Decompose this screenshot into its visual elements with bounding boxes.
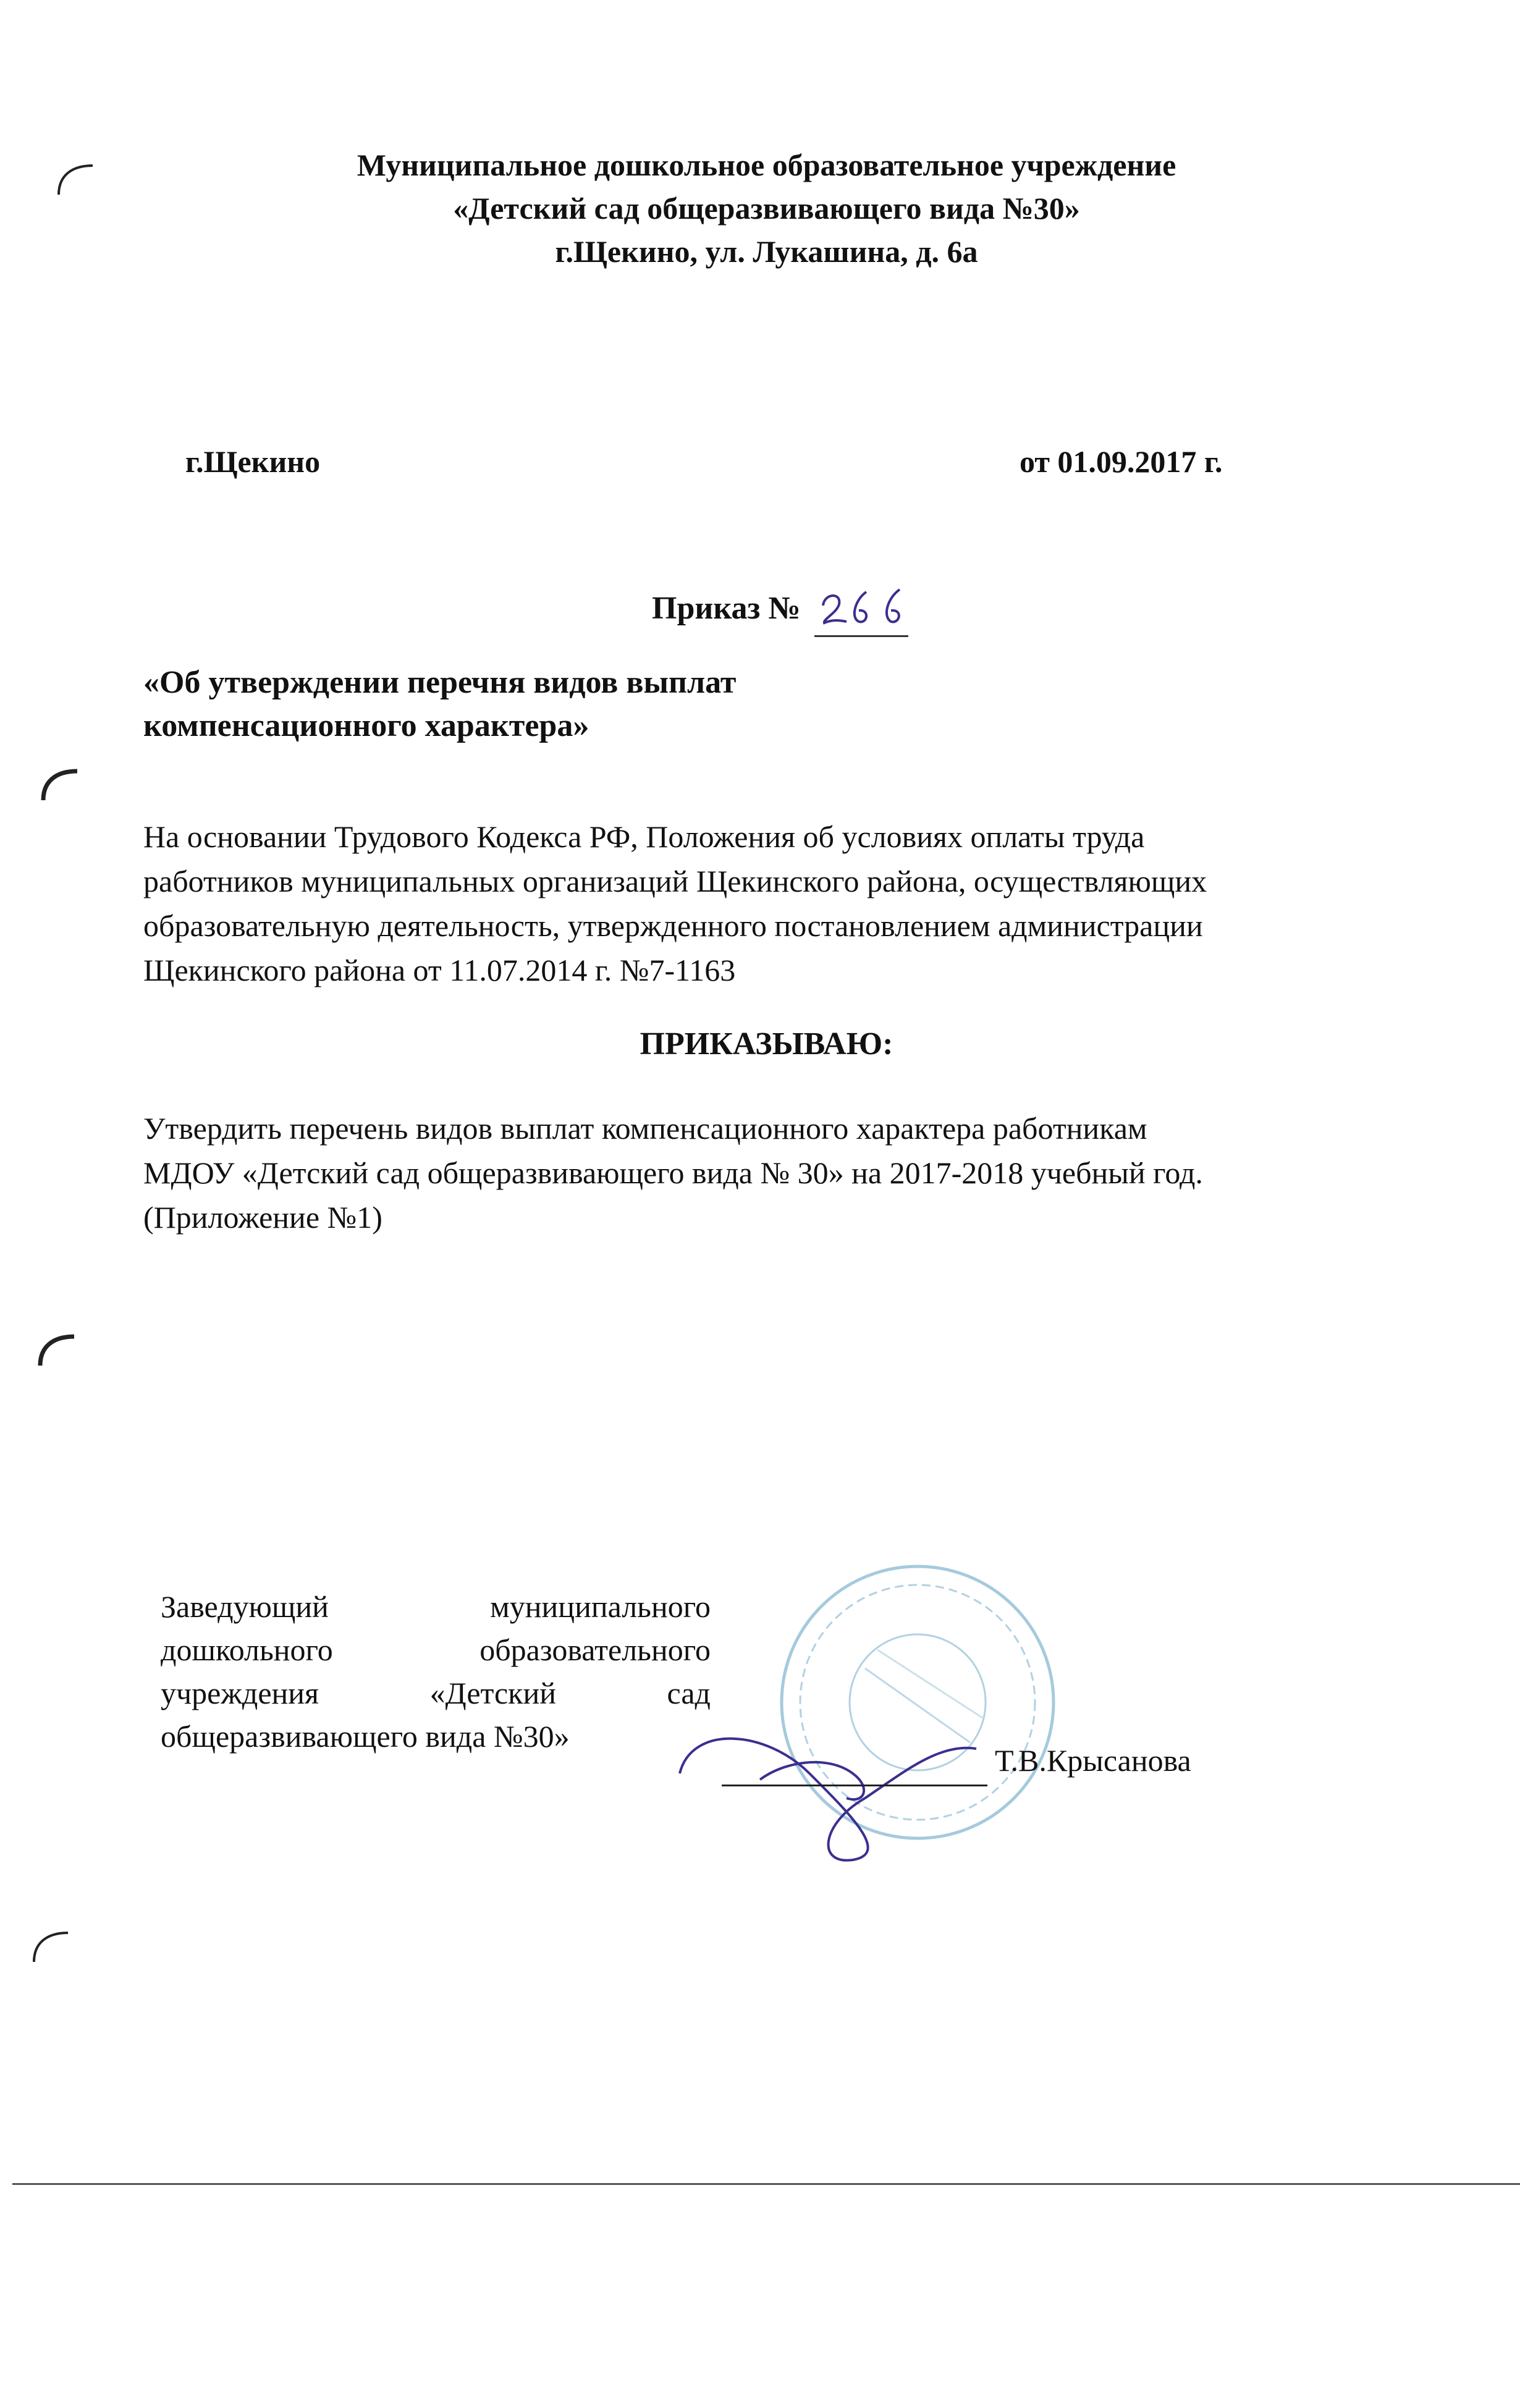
position-line-1: Заведующий муниципального: [161, 1589, 711, 1624]
punch-hole-mark: [28, 1928, 71, 1965]
resolution-line-3: (Приложение №1): [143, 1200, 382, 1235]
punch-hole-icon: [34, 1332, 77, 1369]
place: г.Щекино: [185, 444, 321, 479]
document-date: от 01.09.2017 г.: [1020, 444, 1223, 479]
order-number-handwritten: [818, 581, 911, 633]
punch-hole-icon: [53, 161, 96, 198]
position-line-3: учреждения «Детский сад: [161, 1676, 711, 1710]
order-subject: [143, 661, 736, 748]
order-label: Приказ №: [652, 591, 801, 626]
signer-position: [161, 1585, 711, 1758]
scan-edge-line: [12, 2183, 1520, 2185]
punch-hole-icon: [37, 766, 80, 803]
resolution-line-1: Утвердить перечень видов выплат компенсационного характера работникам: [143, 1111, 1147, 1146]
resolution-paragraph: [143, 1106, 1410, 1240]
resolution-line-2: МДОУ «Детский сад общеразвивающего вида № 30» на 2017-2018 учебный год.: [143, 1155, 1203, 1190]
signature-line: [722, 1785, 987, 1786]
header-line-1: Муниципальное дошкольное образовательное учреждение: [357, 148, 1176, 182]
basis-paragraph: [143, 814, 1392, 992]
basis-line-2: работников муниципальных организаций Щекинского района, осуществляющих: [143, 864, 1207, 898]
punch-hole-mark: [34, 1332, 77, 1369]
basis-line-1: На основании Трудового Кодекса РФ, Положения об условиях оплаты труда: [143, 819, 1145, 854]
subject-line-1: «Об утверждении перечня видов выплат: [143, 665, 737, 700]
position-line-4: общеразвивающего вида №30»: [161, 1719, 570, 1754]
basis-line-3: образовательную деятельность, утвержденного постановлением администрации: [143, 908, 1203, 943]
handwritten-number-icon: [818, 581, 911, 630]
punch-hole-mark: [53, 161, 96, 198]
order-number-underline: [814, 635, 908, 637]
decree-heading: ПРИКАЗЫВАЮ:: [640, 1026, 893, 1062]
position-line-2: дошкольного образовательного: [161, 1633, 711, 1667]
header-line-2: «Детский сад общеразвивающего вида №30»: [453, 191, 1080, 226]
punch-hole-icon: [28, 1928, 71, 1965]
basis-line-4: Щекинского района от 11.07.2014 г. №7-1163: [143, 953, 736, 987]
signer-name: Т.В.Крысанова: [995, 1743, 1191, 1778]
punch-hole-mark: [37, 766, 80, 803]
handwritten-signature: [667, 1705, 1001, 1869]
order-title: [652, 590, 801, 627]
header-line-3: г.Щекино, ул. Лукашина, д. 6а: [555, 234, 978, 269]
organization-header: [0, 143, 1533, 273]
subject-line-2: компенсационного характера»: [143, 708, 589, 743]
